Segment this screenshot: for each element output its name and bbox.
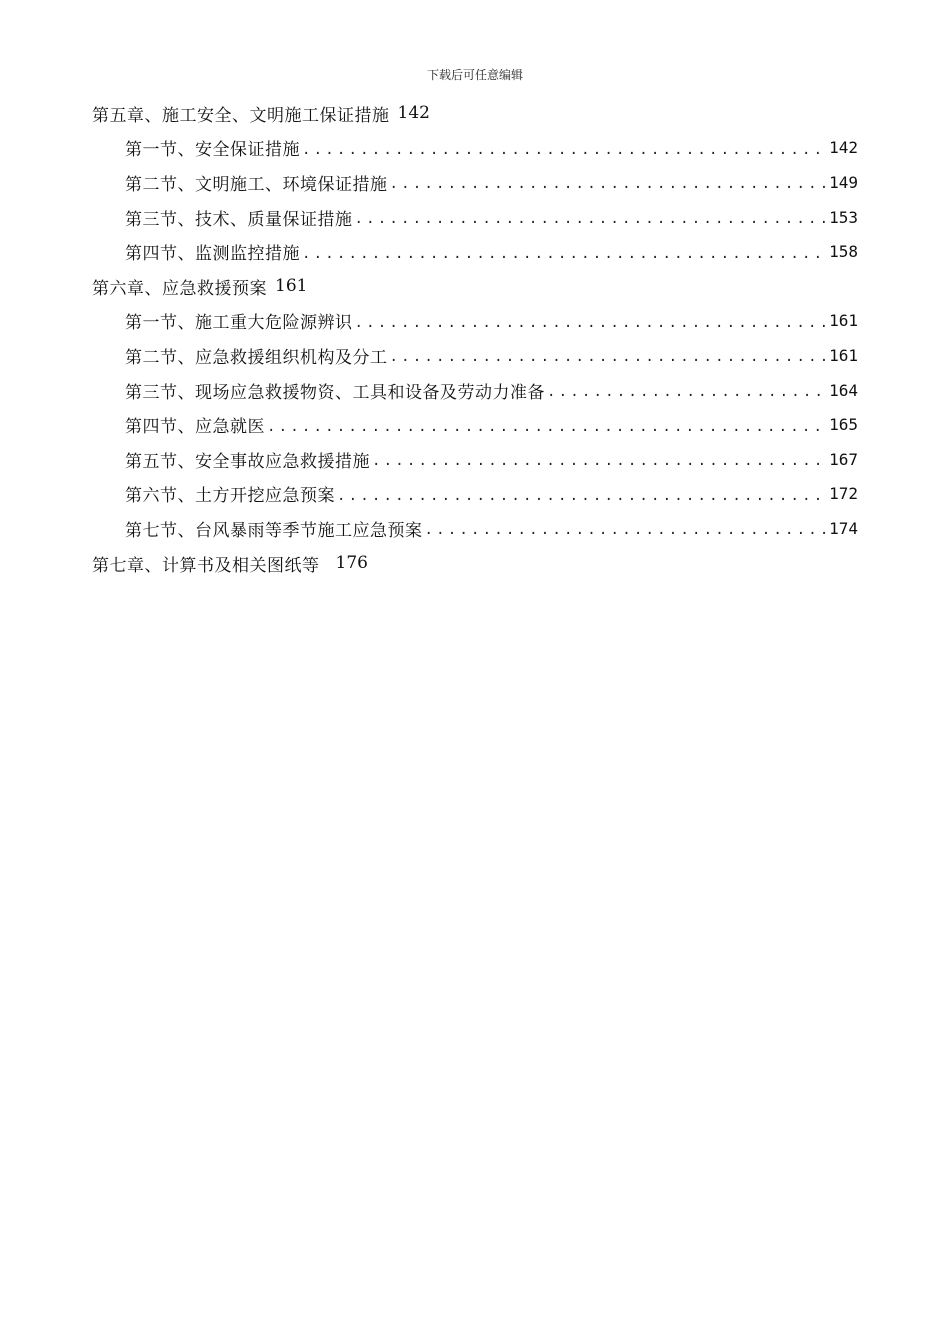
dot-leader [267, 419, 827, 435]
toc-section-6-5[interactable] [92, 442, 858, 477]
toc-section-5-3[interactable] [92, 200, 858, 235]
toc-page-number: 161 [275, 276, 308, 297]
toc-chapter-title: 第六章、应急救援预案 [92, 278, 267, 299]
toc-section-6-1[interactable] [92, 304, 858, 339]
toc-section-6-2[interactable] [92, 338, 858, 373]
dot-leader [547, 384, 827, 400]
toc-page-number: 158 [829, 242, 858, 262]
toc-page-number: 176 [335, 553, 368, 574]
toc-section-title: 第二节、应急救援组织机构及分工 [125, 347, 388, 368]
toc-page-number: 161 [829, 345, 858, 365]
toc-section-title: 第四节、应急就医 [125, 417, 265, 438]
toc-section-5-2[interactable] [92, 165, 858, 200]
toc-page-number: 142 [829, 138, 858, 158]
toc-section-5-1[interactable] [92, 131, 858, 166]
toc-section-title: 第三节、现场应急救援物资、工具和设备及劳动力准备 [125, 382, 545, 403]
toc-page-number: 164 [829, 380, 858, 400]
toc-page-number: 174 [829, 518, 858, 538]
toc-page-number: 172 [829, 484, 858, 504]
toc-page-number: 153 [829, 207, 858, 227]
toc-page-number: 142 [397, 103, 430, 124]
dot-leader [302, 246, 827, 262]
toc-chapter-6[interactable] [92, 269, 858, 304]
dot-leader [425, 522, 828, 538]
toc-section-6-3[interactable] [92, 373, 858, 408]
toc-page-number: 165 [829, 415, 858, 435]
dot-leader [372, 453, 827, 469]
toc-section-title: 第二节、文明施工、环境保证措施 [125, 174, 388, 195]
table-of-contents [92, 96, 858, 580]
dot-leader [390, 349, 828, 365]
header-note: 下载后可任意编辑 [426, 68, 523, 82]
toc-section-title: 第六节、土方开挖应急预案 [125, 486, 335, 507]
toc-section-5-4[interactable] [92, 234, 858, 269]
dot-leader [337, 488, 827, 504]
dot-leader [302, 142, 827, 158]
toc-section-title: 第四节、监测监控措施 [125, 244, 300, 265]
toc-section-title: 第一节、施工重大危险源辨识 [125, 313, 353, 334]
toc-section-6-4[interactable] [92, 407, 858, 442]
toc-chapter-title: 第七章、计算书及相关图纸等 [92, 555, 320, 576]
toc-section-title: 第五节、安全事故应急救援措施 [125, 451, 370, 472]
toc-section-6-6[interactable] [92, 477, 858, 512]
dot-leader [355, 211, 828, 227]
dot-leader [355, 315, 828, 331]
toc-chapter-7[interactable] [92, 546, 858, 581]
toc-section-title: 第三节、技术、质量保证措施 [125, 209, 353, 230]
toc-section-title: 第七节、台风暴雨等季节施工应急预案 [125, 520, 423, 541]
toc-page-number: 167 [829, 449, 858, 469]
dot-leader [390, 176, 828, 192]
toc-section-6-7[interactable] [92, 511, 858, 546]
toc-chapter-5[interactable] [92, 96, 858, 131]
toc-section-title: 第一节、安全保证措施 [125, 140, 300, 161]
toc-page-number: 161 [829, 311, 858, 331]
toc-chapter-title: 第五章、施工安全、文明施工保证措施 [92, 105, 390, 126]
toc-page-number: 149 [829, 172, 858, 192]
